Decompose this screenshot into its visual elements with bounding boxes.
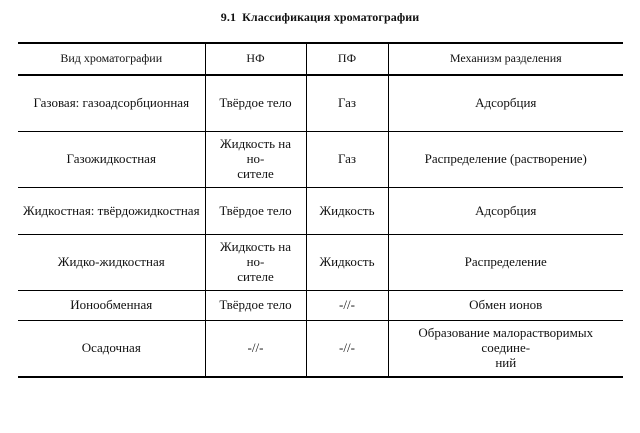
table-row — [18, 291, 623, 321]
cell-mobile-phase: Газ — [306, 75, 388, 132]
caption-text: Классификация хроматографии — [242, 10, 420, 24]
cell-type: Осадочная — [18, 321, 205, 378]
cell-mobile-phase: -//- — [306, 291, 388, 321]
cell-type: Жидко-жидкостная — [18, 235, 205, 291]
header-mobile-phase: ПФ — [306, 43, 388, 75]
cell-stationary-phase: -//- — [205, 321, 306, 378]
cell-mobile-phase: Жидкость — [306, 235, 388, 291]
table-caption — [0, 10, 640, 25]
cell-mobile-phase: Газ — [306, 132, 388, 188]
table-row — [18, 321, 623, 378]
cell-mechanism: Обмен ионов — [388, 291, 623, 321]
cell-stationary-phase: Жидкость на но- сителе — [205, 235, 306, 291]
cell-stationary-phase: Твёрдое тело — [205, 75, 306, 132]
cell-mobile-phase: Жидкость — [306, 188, 388, 235]
cell-stationary-phase: Жидкость на но- сителе — [205, 132, 306, 188]
cell-mechanism: Адсорбция — [388, 75, 623, 132]
header-separation-mechanism: Механизм разделения — [388, 43, 623, 75]
chromatography-classification-table — [18, 42, 623, 378]
cell-mechanism: Распределение — [388, 235, 623, 291]
header-row — [18, 43, 623, 75]
cell-stationary-phase: Твёрдое тело — [205, 291, 306, 321]
cell-mechanism: Адсорбция — [388, 188, 623, 235]
table-row — [18, 75, 623, 132]
header-stationary-phase: НФ — [205, 43, 306, 75]
cell-mechanism: Образование малорастворимых соедине- ний — [388, 321, 623, 378]
cell-mechanism: Распределение (растворение) — [388, 132, 623, 188]
cell-stationary-phase: Твёрдое тело — [205, 188, 306, 235]
cell-type: Газовая: газоадсорбционная — [18, 75, 205, 132]
header-type: Вид хроматографии — [18, 43, 205, 75]
table-row — [18, 188, 623, 235]
cell-type: Газожидкостная — [18, 132, 205, 188]
cell-mobile-phase: -//- — [306, 321, 388, 378]
caption-number: 9.1 — [220, 10, 237, 24]
table-row — [18, 132, 623, 188]
cell-type: Жидкостная: твёрдожидкостная — [18, 188, 205, 235]
cell-type: Ионообменная — [18, 291, 205, 321]
table-row — [18, 235, 623, 291]
